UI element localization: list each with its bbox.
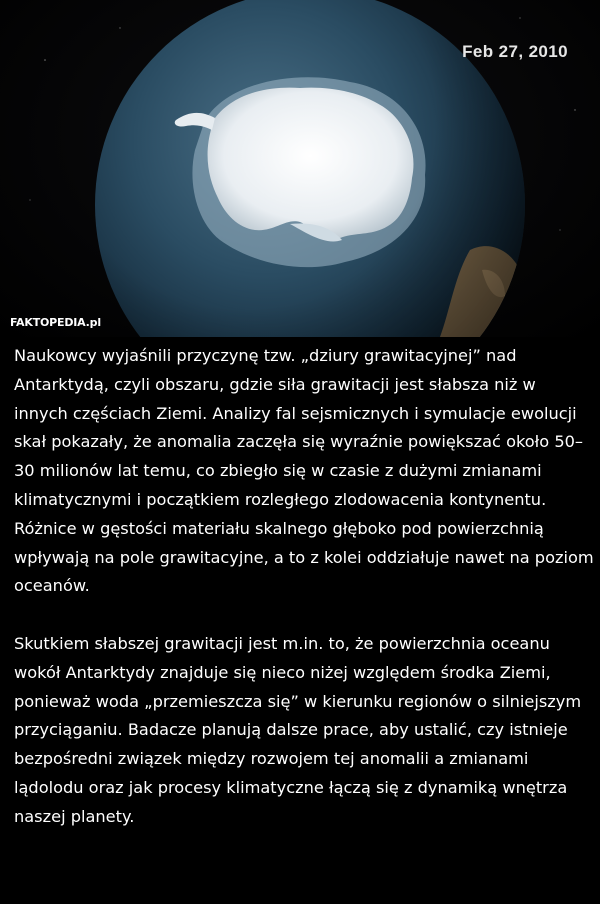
article-paragraph: Naukowcy wyjaśnili przyczynę tzw. „dziury grawitacyjnej” nad Antarktydą, czyli obszaru, gdzie siła grawitacji jest słabsza niż w innych częściach Ziemi. Analizy fal sejsmicznych i symulacje ewolucji skał pokazały, że anomalia zaczęła się wyraźnie powiększać około 50–30 milionów lat temu, co zbiegło się w czasie z dużymi zmianami klimatycznymi i początkiem rozległego zlodowacenia kontynentu. Różnice w gęstości materiału skalnego głęboko pod powierzchnią wpływają na pole grawitacyjne, a to z kolei oddziałuje nawet na poziom oceanów.	[14, 346, 594, 596]
faktopedia-watermark: FAKTOPEDIA.pl	[10, 316, 101, 329]
article-text	[14, 342, 594, 832]
date-label: Feb 27, 2010	[462, 42, 568, 61]
globe-image	[0, 0, 600, 337]
article-paragraph: Skutkiem słabszej grawitacji jest m.in. to, że powierzchnia oceanu wokół Antarktydy znajduje się nieco niżej względem środka Ziemi, ponieważ woda „przemieszcza się” w kierunku regionów o silniejszym przyciąganiu. Badacze planują dalsze prace, aby ustalić, czy istnieje bezpośredni związek między rozwojem tej anomalii a zmianami lądolodu oraz jak procesy klimatyczne łączą się z dynamiką wnętrza naszej planety.	[14, 633, 582, 826]
